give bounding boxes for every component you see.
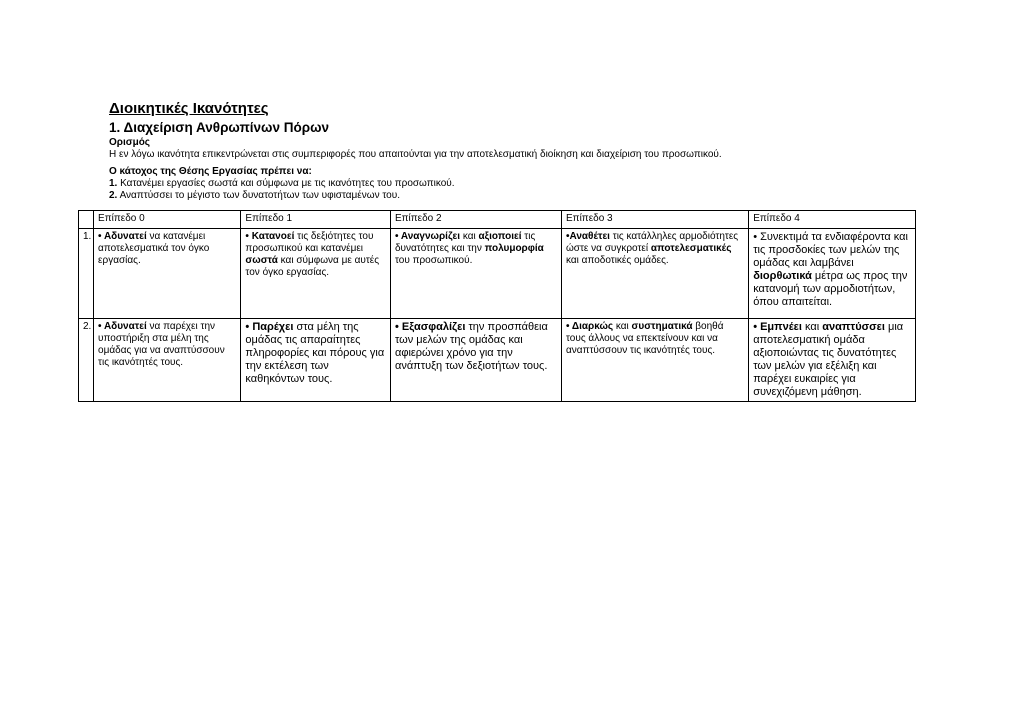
document-title: Διοικητικές Ικανότητες bbox=[109, 100, 269, 117]
table-header-row bbox=[79, 211, 916, 229]
section-title: 1. Διαχείριση Ανθρωπίνων Πόρων bbox=[109, 120, 329, 135]
requirements-label: Ο κάτοχος της Θέσης Εργασίας πρέπει να: bbox=[109, 166, 312, 177]
cell-level-4: • Συνεκτιμά τα ενδιαφέροντα και τις προσδοκίες των μελών της ομάδας και λαμβάνει διορθωτικά μέτρα ως προς την κατανομή των αρμοδιοτήτων, όπου απαιτείται. bbox=[749, 229, 916, 319]
header-cell-level-2: Επίπεδο 2 bbox=[390, 211, 561, 229]
cell-level-1: • Κατανοεί τις δεξιότητες του προσωπικού και κατανέμει σωστά και σύμφωνα με αυτές τον όγκο εργασίας. bbox=[241, 229, 391, 319]
table-row bbox=[79, 229, 916, 319]
header-cell-level-0: Επίπεδο 0 bbox=[94, 211, 241, 229]
cell-level-4: • Εμπνέει και αναπτύσσει μια αποτελεσματική ομάδα αξιοποιώντας τις δυνατότητες των μελών για εξέλιξη και παρέχει ευκαιρίες για συνεχιζόμενη μάθηση. bbox=[749, 319, 916, 402]
cell-level-3: • Διαρκώς και συστηματικά βοηθά τους άλλους να επεκτείνουν και να αναπτύσσουν τις ικανότητές τους. bbox=[562, 319, 749, 402]
cell-level-0: • Αδυνατεί να παρέχει την υποστήριξη στα μέλη της ομάδας για να αναπτύσσουν τις ικανότητές τους. bbox=[94, 319, 241, 402]
cell-level-2: • Αναγνωρίζει και αξιοποιεί τις δυνατότητες και την πολυμορφία του προσωπικού. bbox=[390, 229, 561, 319]
table-row bbox=[79, 319, 916, 402]
cell-level-2: • Εξασφαλίζει την προσπάθεια των μελών της ομάδας και αφιερώνει χρόνο για την ανάπτυξη των δεξιοτήτων τους. bbox=[390, 319, 561, 402]
cell-level-1: • Παρέχει στα μέλη της ομάδας τις απαραίτητες πληροφορίες και πόρους για την εκτέλεση των καθηκόντων τους. bbox=[241, 319, 391, 402]
header-cell-level-3: Επίπεδο 3 bbox=[562, 211, 749, 229]
cell-level-0: • Αδυνατεί να κατανέμει αποτελεσματικά τον όγκο εργασίας. bbox=[94, 229, 241, 319]
requirement-item: 1. Κατανέμει εργασίες σωστά και σύμφωνα με τις ικανότητες του προσωπικού. bbox=[109, 178, 455, 189]
row-number: 1. bbox=[79, 229, 94, 319]
requirement-item: 2. Αναπτύσσει το μέγιστο των δυνατοτήτων των υφισταμένων του. bbox=[109, 190, 400, 201]
competency-levels-table bbox=[78, 210, 916, 402]
definition-text: Η εν λόγω ικανότητα επικεντρώνεται στις συμπεριφορές που απαιτούνται για την αποτελεσματική διοίκηση και διαχείριση του προσωπικού. bbox=[109, 149, 722, 160]
cell-level-3: •Αναθέτει τις κατάλληλες αρμοδιότητες ώστε να συγκροτεί αποτελεσματικές και αποδοτικές ομάδες. bbox=[562, 229, 749, 319]
header-cell-level-1: Επίπεδο 1 bbox=[241, 211, 391, 229]
definition-label: Ορισμός bbox=[109, 137, 151, 148]
header-cell-empty bbox=[79, 211, 94, 229]
header-cell-level-4: Επίπεδο 4 bbox=[749, 211, 916, 229]
document-header bbox=[109, 100, 939, 202]
row-number: 2. bbox=[79, 319, 94, 402]
